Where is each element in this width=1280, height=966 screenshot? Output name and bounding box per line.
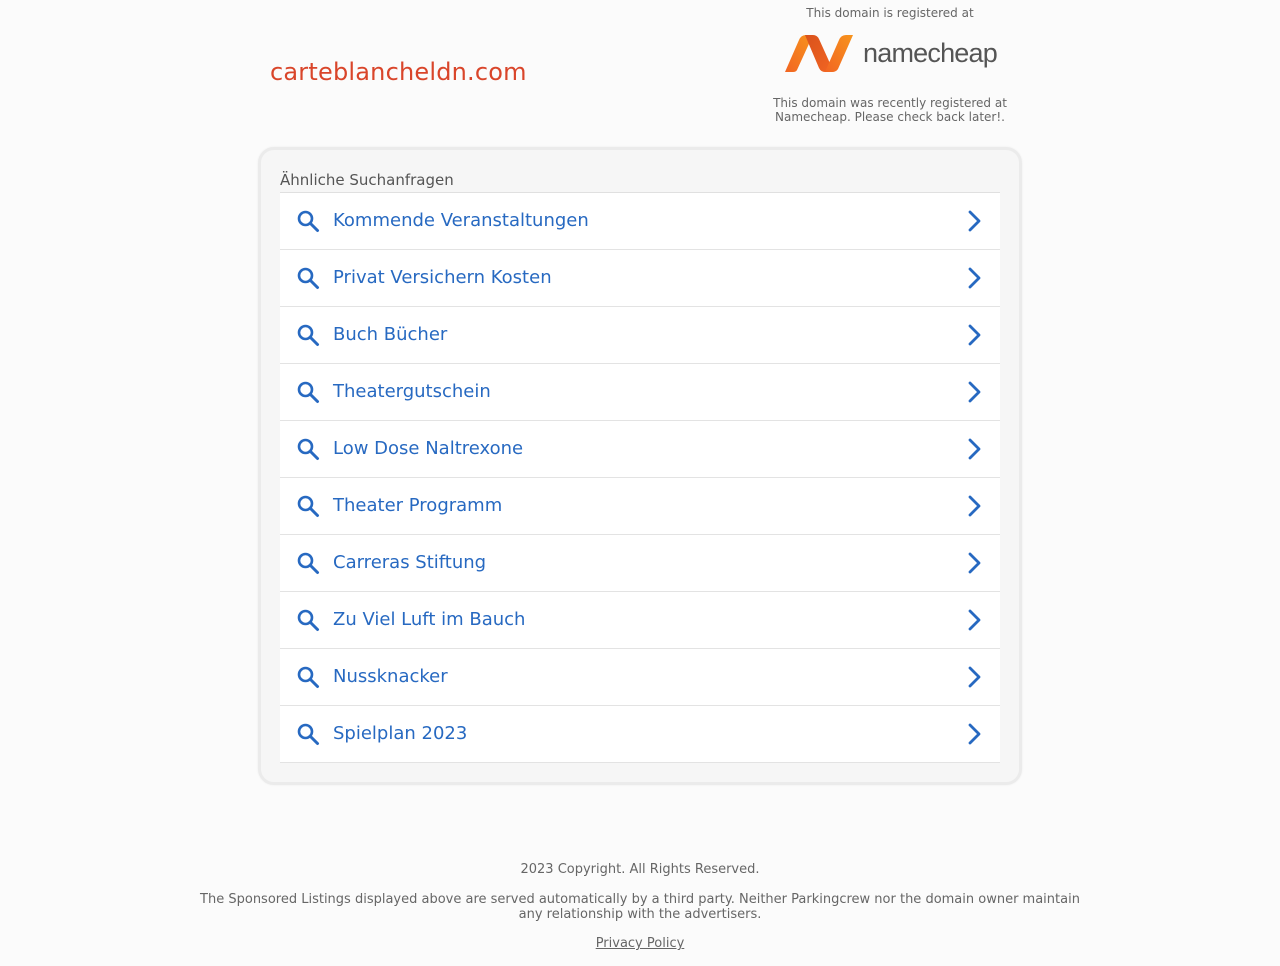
search-result-label: Nussknacker	[333, 666, 448, 687]
search-icon	[296, 551, 320, 575]
search-icon	[296, 722, 320, 746]
domain-name: carteblancheldn.com	[270, 58, 527, 86]
registered-at-label: This domain is registered at	[806, 6, 974, 20]
search-result-label: Zu Viel Luft im Bauch	[333, 609, 526, 630]
search-result-label: Privat Versichern Kosten	[333, 267, 552, 288]
search-result-item[interactable]	[280, 535, 1000, 592]
copyright: 2023 Copyright. All Rights Reserved.	[520, 862, 760, 877]
search-result-label: Theatergutschein	[333, 381, 491, 402]
logo-text: namecheap	[863, 37, 997, 68]
search-result-item[interactable]	[280, 649, 1000, 706]
search-icon	[296, 437, 320, 461]
chevron-right-icon	[964, 494, 984, 518]
namecheap-mark-icon	[783, 32, 855, 74]
registrar-box	[760, 0, 1020, 124]
chevron-right-icon	[964, 323, 984, 347]
namecheap-logo[interactable]	[760, 24, 1020, 82]
related-searches-card	[258, 147, 1022, 785]
footer	[0, 862, 1280, 952]
search-result-label: Low Dose Naltrexone	[333, 438, 524, 459]
search-icon	[296, 380, 320, 404]
chevron-right-icon	[964, 209, 984, 233]
search-result-label: Buch Bücher	[333, 324, 448, 345]
related-searches-list	[280, 192, 1000, 763]
privacy-policy-link[interactable]: Privacy Policy	[595, 936, 685, 951]
search-result-item[interactable]	[280, 193, 1000, 250]
search-result-label: Theater Programm	[333, 495, 503, 516]
search-result-item[interactable]	[280, 307, 1000, 364]
search-result-label: Carreras Stiftung	[333, 552, 487, 573]
search-result-item[interactable]	[280, 421, 1000, 478]
search-result-item[interactable]	[280, 706, 1000, 763]
chevron-right-icon	[964, 437, 984, 461]
search-icon	[296, 494, 320, 518]
search-result-item[interactable]	[280, 250, 1000, 307]
search-icon	[296, 608, 320, 632]
search-icon	[296, 323, 320, 347]
chevron-right-icon	[964, 665, 984, 689]
search-result-label: Spielplan 2023	[333, 723, 468, 744]
chevron-right-icon	[964, 380, 984, 404]
chevron-right-icon	[964, 608, 984, 632]
search-result-item[interactable]	[280, 364, 1000, 421]
chevron-right-icon	[964, 266, 984, 290]
search-icon	[296, 209, 320, 233]
search-icon	[296, 665, 320, 689]
related-searches-title: Ähnliche Suchanfragen	[280, 171, 454, 189]
chevron-right-icon	[964, 551, 984, 575]
search-result-label: Kommende Veranstaltungen	[333, 210, 589, 231]
search-result-item[interactable]	[280, 478, 1000, 535]
registered-note: This domain was recently registered at Namecheap. Please check back later!.	[773, 96, 1007, 124]
disclaimer: The Sponsored Listings displayed above are served automatically by a third party. Neither Parkingcrew nor the domain owner maintain any relationship with the advertisers.	[200, 892, 1080, 922]
chevron-right-icon	[964, 722, 984, 746]
search-result-item[interactable]	[280, 592, 1000, 649]
search-icon	[296, 266, 320, 290]
